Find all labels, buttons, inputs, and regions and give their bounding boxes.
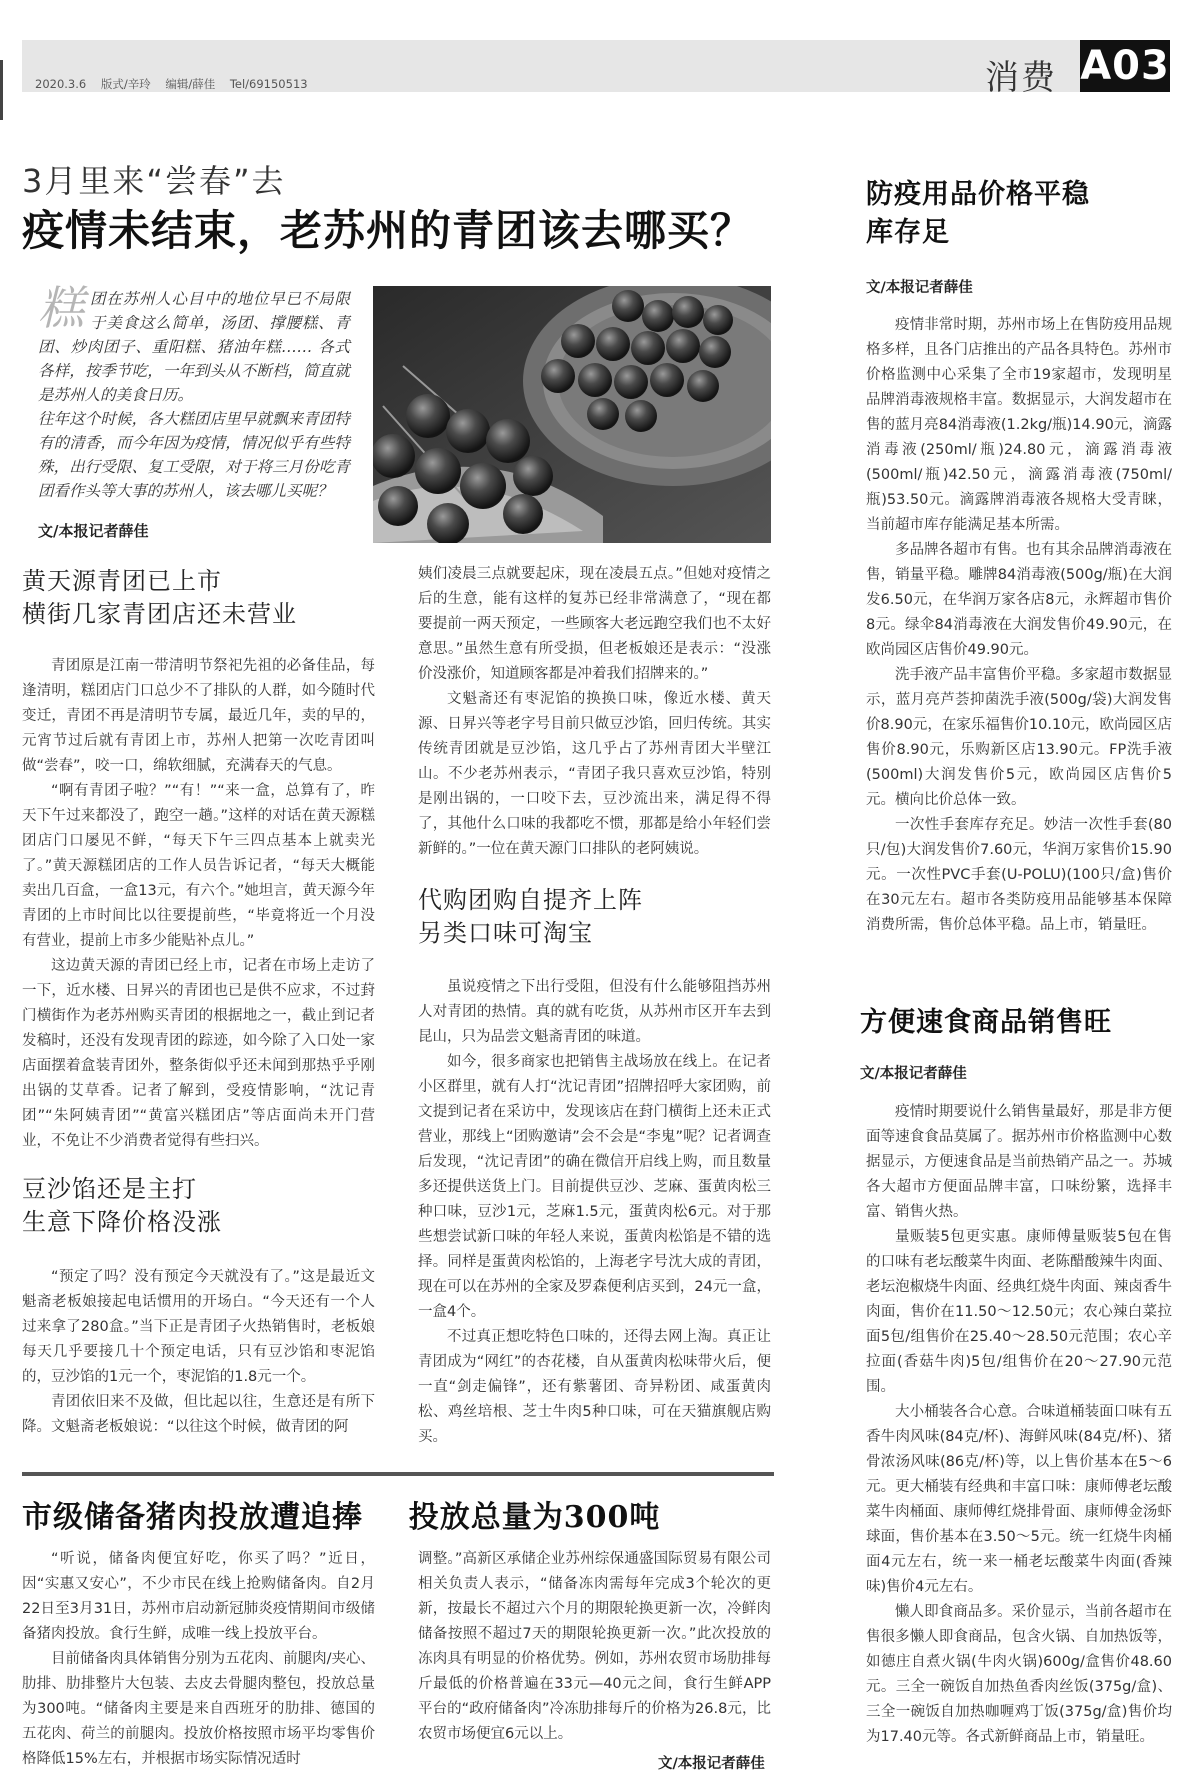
body-paragraph: 疫情时期要说什么销售量最好，那是非方便面等速食食品莫属了。据苏州市价格监测中心数据显示，方便速食品是当前热销产品之一。苏城各大超市方便面品牌丰富，口味纷繁，选择丰富、销售火热。 (866, 1104, 1172, 1220)
byline: 文/本报记者薛佳 (866, 280, 973, 296)
body-paragraph: 大小桶装各合心意。合味道桶装面口味有五香牛肉风味(84克/杯)、海鲜风味(84克/杯)、猪骨浓汤风味(86克/杯)等，以上售价基本在5～6元。更大桶装有经典和丰富口味：康师傅老坛酸菜牛肉桶面、康师傅红烧排骨面、康师傅金汤虾球面，售价基本在3.50～5元。统一红烧牛肉桶面4元左右，统一来一桶老坛酸菜牛肉面(香辣味)售价4元左右。 (866, 1404, 1172, 1595)
pork-column-2 (418, 1547, 771, 1747)
subhead-line: 另类口味可淘宝 (418, 919, 593, 947)
article-kicker: 3月里来“尝春”去 (22, 162, 286, 200)
section-divider (22, 1472, 774, 1476)
intro-paragraph: 团在苏州人心目中的地位早已不局限于美食这么简单，汤团、撑腰糕、青团、炒肉团子、重阳糕、猪油年糕…… 各式各样，按季节吃，一年到头从不断档，简直就是苏州人的美食日历。 (38, 290, 350, 404)
body-paragraph: 一次性手套库存充足。妙洁一次性手套(80只/包)大润发售价7.60元，华润万家售价15.90元。一次性PVC手套(U-POLU)(100只/盒)售价在30元左右。超市各类防疫用品能够基本保障消费所需，售价总体平稳。品上市，销量旺。 (866, 817, 1172, 933)
byline: 文/本报记者薛佳 (38, 522, 149, 540)
sidebar-headline: 方便速食商品销售旺 (860, 1007, 1112, 1038)
body-paragraph: 虽说疫情之下出行受阻，但没有什么能够阻挡苏州人对青团的热情。真的就有吃货，从苏州市区开车去到昆山，只为品尝文魁斋青团的味道。 (418, 979, 771, 1045)
intro-paragraph: 往年这个时候，各大糕团店里早就飘来青团特有的清香，而今年因为疫情，情况似乎有些特殊，出行受限、复工受限，对于将三月份吃青团看作头等大事的苏州人，该去哪儿买呢？ (38, 410, 350, 500)
body-paragraph: “啊有青团子啦？”“有！”“来一盒，总算有了，昨天下午过来都没了，跑空一趟。”这样的对话在黄天源糕团店门口屡见不鲜，“每天下午三四点基本上就卖光了。”黄天源糕团店的工作人员告诉记者，“每天大概能卖出几百盒，一盒13元，有六个。”她坦言，黄天源今年青团的上市时间比以往要提前些，“毕竟将近一个月没有营业，提前上市多少能贴补点儿。” (22, 783, 375, 949)
body-paragraph: 懒人即食商品多。采价显示，当前各超市在售很多懒人即食商品，包含火锅、自加热饭等，如德庄自煮火锅(牛肉火锅)600g/盒售价48.60元。三全一碗饭自加热鱼香肉丝饭(375g/盒)、三全一碗饭自加热咖喱鸡丁饭(375g/盒)售价均为17.40元等。各式新鲜商品上市，销量旺。 (866, 1604, 1172, 1745)
article-headline: 疫情未结束，老苏州的青团该去哪买？ (22, 206, 754, 255)
body-paragraph: 青团原是江南一带清明节祭祀先祖的必备佳品，每逢清明，糕团店门口总少不了排队的人群，如今随时代变迁，青团不再是清明节专属，最近几年，卖的早的，元宵节过后就有青团上市，苏州人把第一次吃青团叫做“尝春”，咬一口，绵软细腻，充满春天的气息。 (22, 658, 375, 774)
body-paragraph: 这边黄天源的青团已经上市，记者在市场上走访了一下，近水楼、日昇兴的青团也已是供不应求，不过葑门横街作为老苏州购买青团的根据地之一，截止到记者发稿时，还没有发现青团的踪迹，如今除了入口处一家店面摆着盒装青团外，整条街似乎还未闻到那热乎乎刚出锅的艾草香。记者了解到，受疫情影响，“沈记青团”“朱阿姨青团”“黄富兴糕团店”等店面尚未开门营业，不免让不少消费者觉得有些扫兴。 (22, 958, 375, 1149)
subhead-line: 代购团购自提齐上阵 (418, 886, 643, 914)
body-paragraph: 文魁斋还有枣泥馅的换换口味，像近水楼、黄天源、日昇兴等老字号目前只做豆沙馅，回归传统。其实传统青团就是豆沙馅，这几乎占了苏州青团大半壁江山。不少老苏州表示，“青团子我只喜欢豆沙馅，特别是刚出锅的，一口咬下去，豆沙流出来，满足得不得了，其他什么口味的我都吃不惯，那都是给小年轻们尝新鲜的。”一位在黄天源门口排队的老阿姨说。 (418, 691, 771, 857)
header-meta: 2020.3.6 版式/辛玲 编辑/薛佳 Tel/69150513 (35, 77, 308, 91)
subhead-line: 黄天源青团已上市 (22, 567, 222, 595)
section-name: 消费 (985, 58, 1057, 98)
article-intro (38, 281, 350, 503)
body-paragraph: 如今，很多商家也把销售主战场放在线上。在记者小区群里，就有人打“沈记青团”招牌招呼大家团购，前文提到记者在采访中，发现该店在葑门横街上还未正式营业，那线上“团购邀请”会不会是“李鬼”呢？记者调查后发现，“沈记青团”的确在微信开启线上购，而且数量多还提供送货上门。目前提供豆沙、芝麻、蛋黄肉松三种口味，豆沙1元，芝麻1.5元，蛋黄肉松6元。对于那些想尝试新口味的年轻人来说，蛋黄肉松馅是不错的选择。同样是蛋黄肉松馅的，上海老字号沈大成的青团，现在可以在苏州的全家及罗森便利店买到，24元一盒，一盒4个。 (418, 1054, 771, 1320)
body-column-2b (418, 975, 771, 1450)
section-subhead (418, 884, 643, 950)
body-column-1a (22, 654, 375, 1154)
page-number-badge: A03 (1080, 40, 1170, 92)
headline-line: 库存足 (866, 217, 950, 248)
body-paragraph: 洗手液产品丰富售价平稳。多家超市数据显示，蓝月亮芦荟抑菌洗手液(500g/袋)大润发售价8.90元，在家乐福售价10.10元，欧尚园区店售价8.90元，乐购新区店13.90元。FP洗手液(500ml)大润发售价5元，欧尚园区店售价5元。横向比价总体一致。 (866, 667, 1172, 808)
drop-cap: 糕 (38, 281, 84, 335)
sidebar-article-1 (866, 313, 1172, 938)
body-paragraph: “预定了吗？没有预定今天就没有了。”这是最近文魁斋老板娘接起电话惯用的开场白。“今天还有一个人过来拿了280盒。”当下正是青团子火热销售时，老板娘每天几乎要接几十个预定电话，只有豆沙馅和枣泥馅的，豆沙馅的1元一个，枣泥馅的1.8元一个。 (22, 1269, 375, 1385)
byline: 文/本报记者薛佳 (658, 1756, 765, 1772)
sidebar-article-2 (866, 1100, 1172, 1750)
body-paragraph: 目前储备肉具体销售分别为五花肉、前腿肉/夹心、肋排、肋排整片大包装、去皮去骨腿肉整包，投放总量为300吨。“储备肉主要是来自西班牙的肋排、德国的五花肉、荷兰的前腿肉。投放价格按照市场平均零售价格降低15%左右，并根据市场实际情况适时 (22, 1651, 375, 1767)
subhead-line: 生意下降价格没涨 (22, 1208, 222, 1236)
byline: 文/本报记者薛佳 (860, 1066, 967, 1082)
subhead-line: 横街几家青团店还未营业 (22, 600, 297, 628)
body-paragraph: 不过真正想吃特色口味的，还得去网上淘。真正让青团成为“网红”的杏花楼，自从蛋黄肉松味带火后，便一直“剑走偏锋”，还有紫薯团、奇异粉团、咸蛋黄肉松、鸡丝培根、芝士牛肉5种口味，可在天猫旗舰店购买。 (418, 1329, 771, 1445)
body-paragraph: 青团依旧来不及做，但比起以往，生意还是有所下降。文魁斋老板娘说：“以往这个时候，做青团的阿 (22, 1394, 375, 1435)
subhead-line: 豆沙馅还是主打 (22, 1175, 197, 1203)
section-subhead (22, 1173, 222, 1239)
body-paragraph: 调整。”高新区承储企业苏州综保通盛国际贸易有限公司相关负责人表示，“储备冻肉需每年完成3个轮次的更新，按最长不超过六个月的期限轮换更新一次，冷鲜肉储备按照不超过7天的期限轮换更新一次。”此次投放的冻肉具有明显的价格优势。例如，苏州农贸市场肋排每斤最低的价格普遍在33元—40元之间，食行生鲜APP平台的“政府储备肉”冷冻肋排每斤的价格为26.8元，比农贸市场便宜6元以上。 (418, 1551, 771, 1742)
body-paragraph: 疫情非常时期，苏州市场上在售防疫用品规格多样，且各门店推出的产品各具特色。苏州市价格监测中心采集了全市19家超市，发现明星品牌消毒液规格丰富。数据显示，大润发超市在售的蓝月亮84消毒液(1.2kg/瓶)14.90元，滴露消毒液(250ml/瓶)24.80元，滴露消毒液(500ml/瓶)42.50元，滴露消毒液(750ml/瓶)53.50元。滴露牌消毒液各规格大受青睐，当前超市库存能满足基本所需。 (866, 317, 1172, 533)
binding-edge (0, 60, 3, 120)
body-paragraph: 量贩装5包更实惠。康师傅量贩装5包在售的口味有老坛酸菜牛肉面、老陈醋酸辣牛肉面、老坛泡椒烧牛肉面、经典红烧牛肉面、辣卤香牛肉面，售价在11.50～12.50元；农心辣白菜拉面5包/组售价在25.40～28.50元范围；农心辛拉面(香菇牛肉)5包/组售价在20～27.90元范围。 (866, 1229, 1172, 1395)
section-subhead (22, 565, 297, 631)
pork-column-1 (22, 1547, 375, 1772)
pork-headline: 市级储备猪肉投放遭追捧 投放总量为300吨 (22, 1500, 661, 1535)
body-paragraph: 姨们凌晨三点就要起床，现在凌晨五点。”但她对疫情之后的生意，能有这样的复苏已经非常满意了，“现在都要提前一两天预定，一些顾客大老远跑空我们也不太好意思。”虽然生意有所受损，但老板娘还是表示：“没涨价没涨价，知道顾客都是冲着我们招牌来的。” (418, 566, 771, 682)
body-column-1b (22, 1265, 375, 1440)
sidebar-headline (866, 176, 1090, 252)
body-column-2a (418, 562, 771, 862)
headline-line: 防疫用品价格平稳 (866, 179, 1090, 210)
body-paragraph: “听说，储备肉便宜好吃，你买了吗？”近日，因“实惠又安心”，不少市民在线上抢购储备肉。自2月22日至3月31日，苏州市启动新冠肺炎疫情期间市级储备猪肉投放。食行生鲜，成唯一线上投放平台。 (22, 1551, 375, 1642)
body-paragraph: 多品牌各超市有售。也有其余品牌消毒液在售，销量平稳。雕牌84消毒液(500g/瓶)在大润发6.50元，在华润万家各店8元，永辉超市售价8元。绿伞84消毒液在大润发售价49.90元，在欧尚园区店售价49.90元。 (866, 542, 1172, 658)
qingtuan-photo (373, 286, 771, 543)
